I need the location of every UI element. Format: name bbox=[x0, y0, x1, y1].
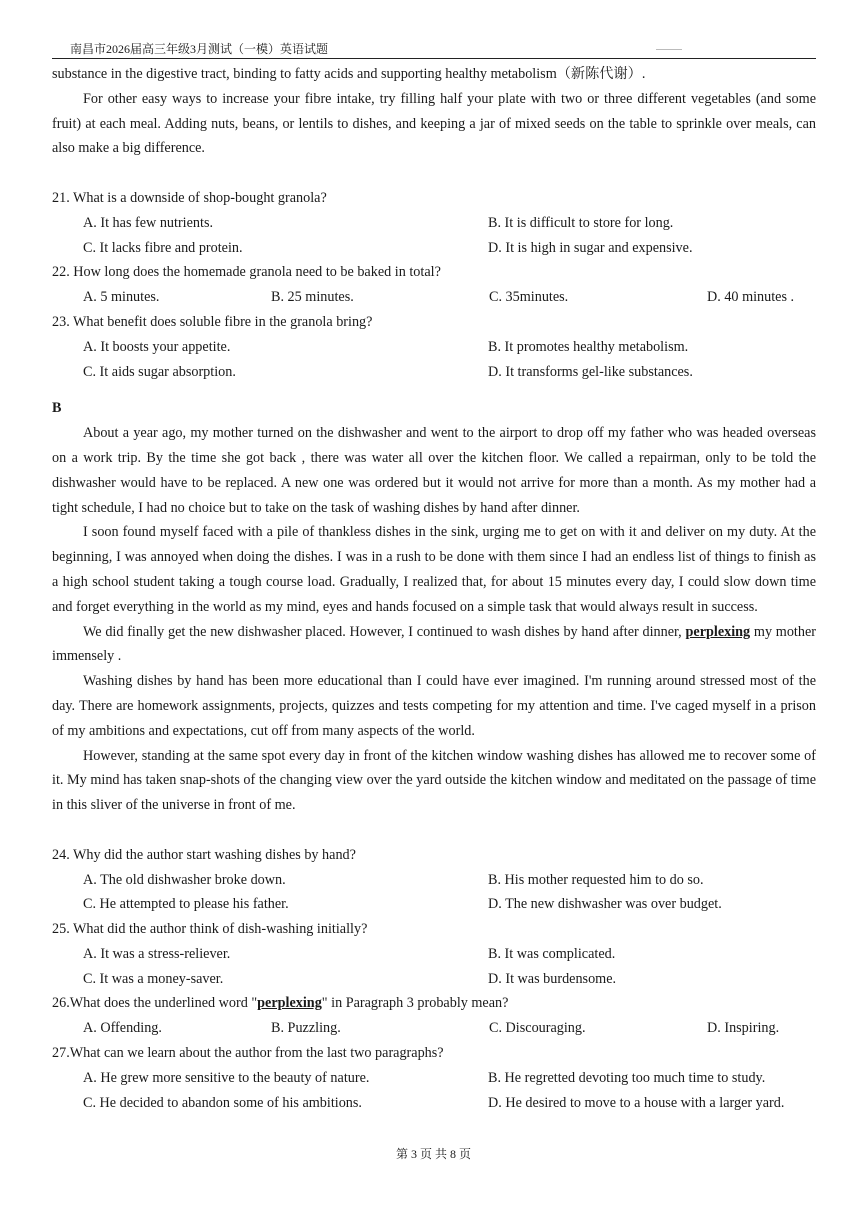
page-header bbox=[52, 40, 816, 59]
spacer bbox=[52, 161, 816, 186]
question-26-stem bbox=[52, 991, 816, 1016]
passage-a-paragraph: For other easy ways to increase your fibre intake, try filling half your plate with two or three different vegetables (and some fruit) at each meal. Adding nuts, beans, or lentils to dishes, and keeping a jar of mixed seeds on the table to sprinkle over meals, can also make a big difference. bbox=[52, 90, 816, 157]
page-number: 第 3 页 共 8 页 bbox=[395, 1147, 471, 1161]
passage-b-paragraph-2: I soon found myself faced with a pile of thankless dishes in the sink, urging me to get on with it and deliver on my duty. At the beginning, I was annoyed when doing the dishes. I was in a rush to be done with them since I had an endless list of things to finish as a high school student taking a tough course load. Gradually, I realized that, for about 15 minutes every day, I could slow down time and forget everything in the world as my mind, eyes and hands focused on a simple task that would always result in success. bbox=[52, 524, 816, 615]
option-c: C. Discouraging. bbox=[489, 1020, 586, 1037]
option-d: D. He desired to move to a house with a larger yard. bbox=[488, 1094, 785, 1111]
option-b: B. His mother requested him to do so. bbox=[488, 871, 704, 888]
option-c: C. He decided to abandon some of his ambitions. bbox=[83, 1094, 362, 1111]
question-22-stem: 22. How long does the homemade granola need to be baked in total? bbox=[52, 264, 441, 281]
option-a: A. It has few nutrients. bbox=[83, 214, 214, 231]
passage-b-paragraph-5: However, standing at the same spot every day in front of the kitchen window washing dishes has allowed me to recover some of it. My mind has taken snap-shots of the changing view over the yard outside the kitchen window and meditated on the passage of time in this sliver of the universe in front of me. bbox=[52, 747, 816, 814]
passage-b-paragraph-3 bbox=[52, 620, 816, 670]
header-mark bbox=[656, 49, 682, 50]
option-a: A. It was a stress-reliever. bbox=[83, 945, 231, 962]
option-c: C. It aids sugar absorption. bbox=[83, 363, 236, 380]
question-25-options bbox=[52, 942, 816, 967]
option-d: D. It transforms gel-like substances. bbox=[488, 363, 693, 380]
underlined-word: perplexing bbox=[685, 623, 751, 640]
underlined-word: perplexing bbox=[257, 995, 322, 1012]
question-22-options bbox=[52, 285, 816, 310]
option-b: B. It was complicated. bbox=[488, 945, 616, 962]
page-content bbox=[52, 62, 816, 1115]
question-25-options bbox=[52, 967, 816, 992]
question-23-options bbox=[52, 360, 816, 385]
option-c: C. He attempted to please his father. bbox=[83, 896, 289, 913]
option-d: D. It is high in sugar and expensive. bbox=[488, 239, 693, 256]
option-a: A. He grew more sensitive to the beauty of nature. bbox=[83, 1069, 370, 1086]
option-a: A. 5 minutes. bbox=[83, 289, 160, 306]
option-d: D. It was burdensome. bbox=[488, 970, 617, 987]
question-27-options bbox=[52, 1091, 816, 1116]
exam-title: 南昌市2026届高三年级3月测试（一模）英语试题 bbox=[70, 42, 329, 56]
question-25-stem: 25. What did the author think of dish-washing initially? bbox=[52, 921, 368, 938]
option-a: A. Offending. bbox=[83, 1020, 162, 1037]
question-23-stem: 23. What benefit does soluble fibre in the granola bring? bbox=[52, 313, 373, 330]
option-b: B. He regretted devoting too much time to study. bbox=[488, 1069, 766, 1086]
option-c: C. It was a money-saver. bbox=[83, 970, 224, 987]
question-21-options bbox=[52, 211, 816, 236]
option-d: D. Inspiring. bbox=[707, 1020, 780, 1037]
question-27-options bbox=[52, 1066, 816, 1091]
passage-b-paragraph-1: About a year ago, my mother turned on the dishwasher and went to the airport to drop off my father who was headed overseas on a work trip. By the time she got back , there was water all over the kitchen floor. We called a repairman, only to be told the dishwasher would have to be replaced. A new one was ordered but it would not arrive for more than a month. As my mother had a tight schedule, I had no choice but to take on the task of washing dishes by hand after dinner. bbox=[52, 425, 816, 516]
option-c: C. It lacks fibre and protein. bbox=[83, 239, 243, 256]
spacer bbox=[52, 818, 816, 843]
option-a: A. The old dishwasher broke down. bbox=[83, 871, 286, 888]
paragraph-text: my mother immensely . bbox=[52, 623, 816, 665]
stem-text: " in Paragraph 3 probably mean? bbox=[321, 995, 509, 1012]
option-b: B. Puzzling. bbox=[271, 1020, 341, 1037]
paragraph-text: We did finally get the new dishwasher placed. However, I continued to wash dishes by hand after dinner, bbox=[83, 623, 686, 640]
option-a: A. It boosts your appetite. bbox=[83, 338, 231, 355]
stem-text: 26.What does the underlined word " bbox=[52, 995, 258, 1012]
question-24-options bbox=[52, 892, 816, 917]
question-23-options bbox=[52, 335, 816, 360]
passage-a-paragraph: substance in the digestive tract, binding to fatty acids and supporting healthy metabolism（新陈代谢）. bbox=[52, 66, 646, 82]
section-b-heading: B bbox=[52, 400, 62, 417]
option-b: B. It promotes healthy metabolism. bbox=[488, 338, 689, 355]
option-b: B. 25 minutes. bbox=[271, 289, 354, 306]
question-24-options bbox=[52, 868, 816, 893]
option-b: B. It is difficult to store for long. bbox=[488, 214, 674, 231]
option-d: D. The new dishwasher was over budget. bbox=[488, 896, 722, 913]
question-26-options bbox=[52, 1016, 816, 1041]
option-d: D. 40 minutes . bbox=[707, 289, 795, 306]
passage-b-paragraph-4: Washing dishes by hand has been more educational than I could have ever imagined. I'm running around stressed most of the day. There are homework assignments, projects, quizzes and tests competing for my attention and time. I've caged myself in a prison of my ambitions and expectations, cut off from many aspects of the world. bbox=[52, 673, 816, 739]
question-24-stem: 24. Why did the author start washing dishes by hand? bbox=[52, 846, 356, 863]
question-21-stem: 21. What is a downside of shop-bought granola? bbox=[52, 189, 327, 206]
option-c: C. 35minutes. bbox=[489, 289, 569, 306]
question-21-options bbox=[52, 236, 816, 261]
question-27-stem: 27.What can we learn about the author from the last two paragraphs? bbox=[52, 1045, 444, 1062]
